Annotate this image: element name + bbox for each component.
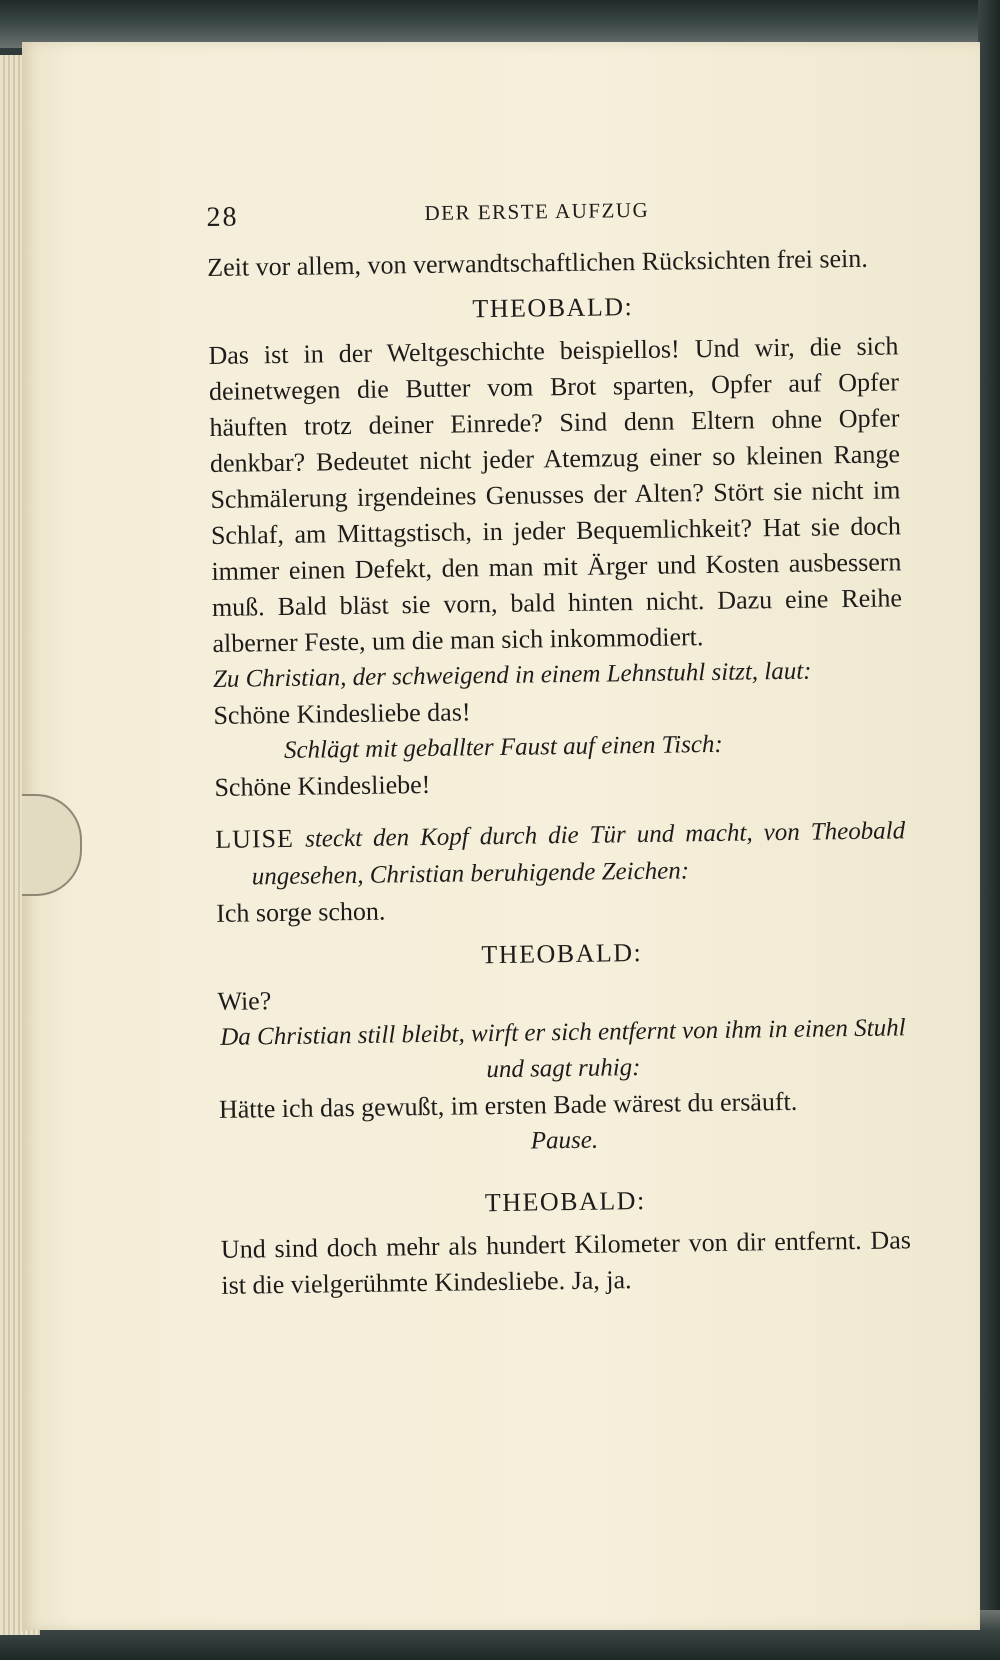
luise-entry [215, 812, 906, 896]
paragraph-4: Schöne Kindesliebe! [214, 769, 431, 802]
scan-background-right [978, 0, 1000, 1660]
paragraph-2: Das ist in der Weltgeschichte beispiellos! Und wir, die sich deinetwegen die Butter vom Brot sparten, Opfer auf Opfer häuften trotz deiner Einrede? Sind denn Eltern ohne Opfer denkbar? Bedeutet nicht jeder Atemzug einer so kleinen Range Schmälerung irgendeines Genusses der Alten? Stört sie nicht im Schlaf, am Mittagstisch, in jeder Bequemlichkeit? Hat sie doch immer einen Defekt, den man mit Ärger und Kosten ausbessern muß. Bald bläst sie vorn, bald hinten nicht. Dazu eine Reihe alberner Feste, um die man sich inkommodiert. [208, 331, 903, 658]
paragraph-1: Zeit vor allem, von verwandtschaftlichen Rücksichten frei sein. [207, 243, 868, 282]
paragraph-3: Schöne Kindesliebe das! [213, 697, 471, 730]
scan-background-top [0, 0, 1000, 48]
paragraph-8: Und sind doch mehr als hundert Kilometer von dir entfernt. Das ist die vielgerühmte Kindesliebe. Ja, ja. [220, 1225, 912, 1300]
page-header [206, 170, 897, 250]
stage-direction-1: Zu Christian, der schweigend in einem Lehnstuhl sitzt, laut: [212, 657, 812, 693]
running-head: DER ERSTE AUFZUG [424, 197, 650, 225]
paragraph-5: Ich sorge schon. [216, 896, 386, 928]
page-number: 28 [206, 201, 239, 233]
stage-direction-4: Da Christian still bleibt, wirft er sich entfernt von ihm in einen Stuhl und sagt ruhig: [220, 1014, 906, 1084]
paragraph-6: Wie? [217, 986, 272, 1016]
stage-direction-5: Pause. [530, 1126, 599, 1155]
speaker-luise: LUISE [215, 823, 295, 854]
stage-direction-2: Schlägt mit geballter Faust auf einen Tisch: [283, 730, 723, 764]
speaker-theobald-2: THEOBALD: [481, 937, 643, 970]
speaker-theobald-3: THEOBALD: [484, 1185, 646, 1218]
speaker-theobald-1: THEOBALD: [472, 292, 634, 324]
page-content [206, 170, 912, 1304]
stage-direction-3: steckt den Kopf durch die Tür und macht, von Theobald ungesehen, Christian beruhigende Zeichen: [251, 817, 906, 891]
paragraph-7: Hätte ich das gewußt, im ersten Bade wärest du ersäuft. [218, 1086, 798, 1124]
page-tab-marker [22, 794, 82, 896]
